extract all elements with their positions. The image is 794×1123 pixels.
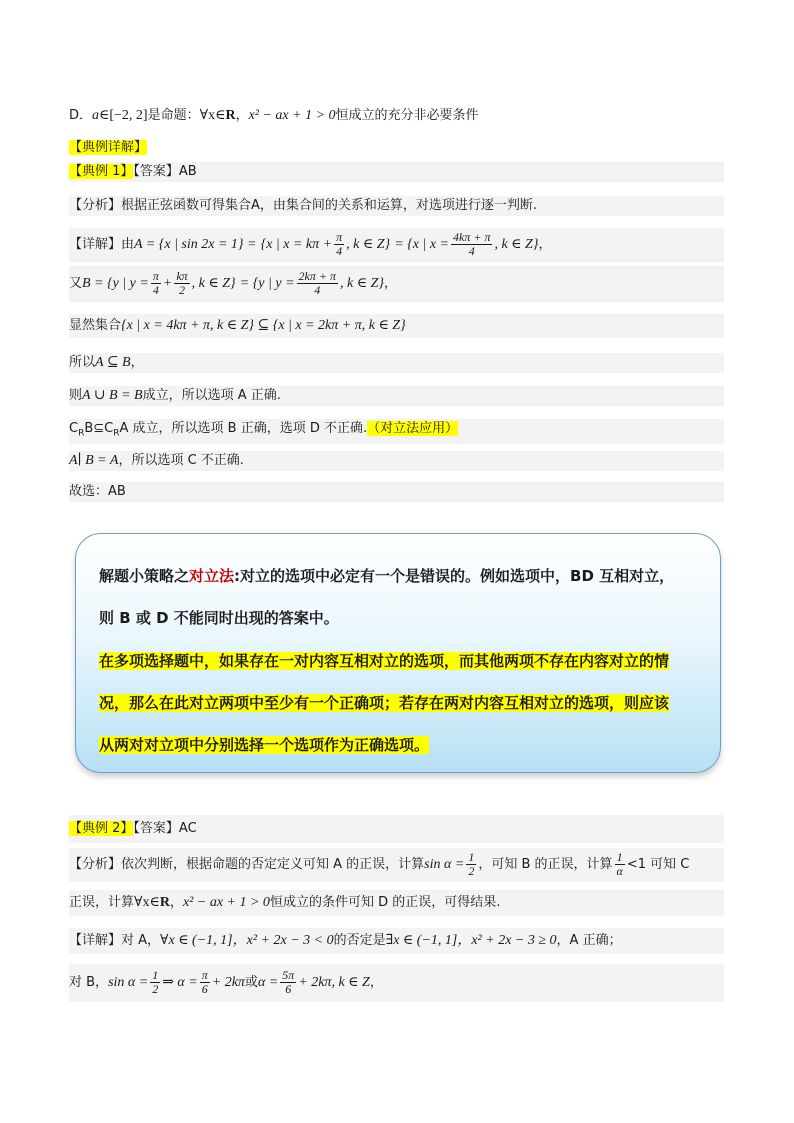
example2-analysis-line1: 【分析】依次判断，根据命题的否定定义可知 A 的正误，计算sin α = $\frac{1}{2}$ ，可知 B 的正误，计算 $\frac{1}{\alpha}$ <1 可知 C [69, 848, 724, 882]
example2-analysis-line2: 正误，计算∀x∈R，x² − ax + 1 > 0恒成立的条件可知 D 的正误，可得结果. [69, 890, 724, 916]
fraction: $\frac{1}{2}$ [152, 968, 159, 996]
example2-header: 【典例 2】【答案】AC [69, 815, 724, 843]
example2-detail-line2: 对 B，sin α = $\frac{1}{2}$ ⇒ α = $\frac{\pi}{6}$ + 2kπ或α = $\frac{5\pi}{6}$ + 2kπ, k ∈ Z， [69, 964, 724, 1002]
fraction: $\frac{\pi}{4}$ [336, 230, 343, 258]
callout-line3: 在多项选择题中，如果存在一对内容互相对立的选项，而其他两项不存在内容对立的情 [99, 652, 670, 670]
example1-conclusion: 故选：AB [69, 482, 724, 502]
fraction: $\frac{\pi}{4}$ [152, 269, 159, 297]
callout-line1: 解题小策略之对立法:对立的选项中必定有一个是错误的。例如选项中，BD 互相对立， [99, 567, 675, 585]
example1-complement: $C_RB⊆C_RA$ 成立，所以选项 B 正确，选项 D 不正确.（对立法应用） [69, 419, 724, 444]
fraction: $\frac{\pi}{6}$ [201, 968, 208, 996]
option-d-line: D．a∈[−2, 2]是命题：∀x∈R，x² − ax + 1 > 0恒成立的充分非必要条件 [69, 108, 479, 123]
example1-intersect: A∣ B = A，所以选项 C 不正确. [69, 451, 724, 471]
fraction: $\frac{k\pi}{2}$ [176, 269, 188, 297]
fraction: $\frac{4k\pi + \pi}{4}$ [453, 230, 491, 258]
example1-so: 所以A ⊆ B， [69, 353, 724, 373]
example1-union: 则A ∪ B = B成立，所以选项 A 正确. [69, 386, 724, 406]
fraction: $\frac{1}{2}$ [468, 850, 475, 878]
example1-detail-line2: 又B = {y | y = $\frac{\pi}{4}$ + $\frac{k\pi}{2}$ , k ∈ Z} = {y | y = $\frac{2k\pi + \pi}{4}$ , k ∈ Z}， [69, 266, 724, 302]
section-label: 【典例详解】 [69, 140, 148, 155]
callout-line5: 从两对对立项中分别选择一个选项作为正确选项。 [99, 736, 430, 754]
example1-obvious: 显然集合{x | x = 4kπ + π, k ∈ Z} ⊆ {x | x = 2kπ + π, k ∈ Z} [69, 314, 724, 338]
example1-header: 【典例 1】【答案】AB [69, 162, 724, 182]
callout-line4: 况，那么在此对立两项中至少有一个正确项；若存在两对内容互相对立的选项，则应该 [99, 694, 670, 712]
example1-analysis: 【分析】根据正弦函数可得集合A，由集合间的关系和运算，对选项进行逐一判断. [69, 196, 724, 216]
example1-detail-line1: 【详解】由A = {x | sin 2x = 1} = {x | x = kπ + $\frac{\pi}{4}$ , k ∈ Z} = {x | x = $\frac{4k\pi + \pi}{4}$ , k ∈ Z}， [69, 228, 724, 262]
fraction: $\frac{5\pi}{6}$ [282, 968, 295, 996]
fraction: $\frac{2k\pi + \pi}{4}$ [298, 269, 336, 297]
callout-line2: 则 B 或 D 不能同时出现的答案中。 [99, 609, 339, 627]
fraction: $\frac{1}{\alpha}$ [616, 850, 623, 878]
example2-detail-line1: 【详解】对 A，∀x ∈ (−1, 1]，x² + 2x − 3 < 0的否定是∃x ∈ (−1, 1]，x² + 2x − 3 ≥ 0，A 正确； [69, 928, 724, 954]
